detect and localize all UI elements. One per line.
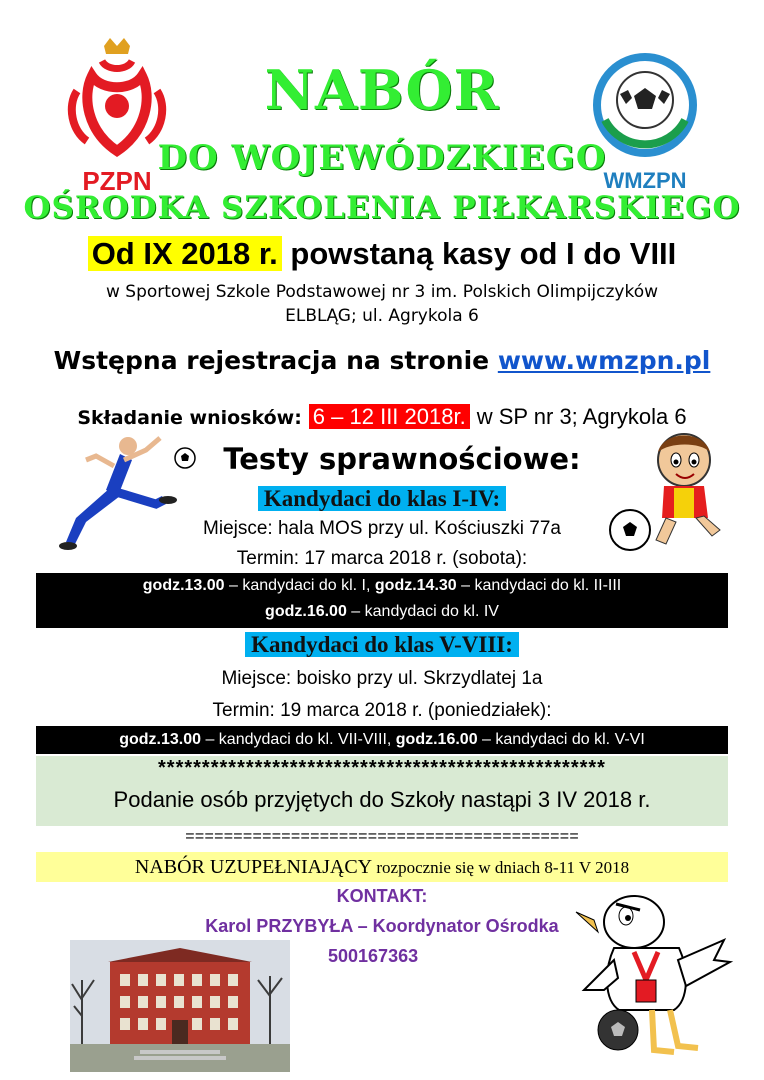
registration-line xyxy=(0,346,764,375)
group1-heading: Kandydaci do klas I-IV: xyxy=(258,486,506,511)
page-subtitle-1: DO WOJEWÓDZKIEGO xyxy=(157,138,607,178)
group1-place: Miejsce: hala MOS przy ul. Kościuszki 77a xyxy=(203,518,561,539)
group1-desc2: – kandydaci do kl. II-III xyxy=(456,577,622,594)
wmzpn-label: WMZPN xyxy=(603,168,687,193)
eagle-mascot-illustration xyxy=(574,890,734,1060)
address-line: ELBLĄG; ul. Agrykola 6 xyxy=(285,306,479,326)
divider: ========================================= xyxy=(185,828,579,846)
school-line: w Sportowej Szkole Podstawowej nr 3 im. Polskich Olimpijczyków xyxy=(105,282,659,302)
group2-heading: Kandydaci do klas V-VIII: xyxy=(245,632,519,657)
applications-place: w SP nr 3; Agrykola 6 xyxy=(476,404,687,429)
contact-phone: 500167363 xyxy=(328,946,419,966)
group2-date: Termin: 19 marca 2018 r. (poniedziałek): xyxy=(212,700,552,721)
group2-schedule xyxy=(36,726,728,754)
group1-schedule xyxy=(36,573,728,628)
contact-heading: KONTAKT: xyxy=(336,886,428,906)
group1-desc3: – kandydaci do kl. IV xyxy=(346,603,499,620)
group2-heading-wrap xyxy=(0,632,764,658)
group2-desc2: – kandydaci do kl. V-VI xyxy=(477,731,645,748)
group1-time1: godz.13.00 xyxy=(142,577,225,594)
group1-time3: godz.16.00 xyxy=(265,603,347,620)
intro-classes: powstaną kasy od I do VIII xyxy=(290,236,677,271)
group2-place: Miejsce: boisko przy ul. Skrzydlatej 1a xyxy=(221,668,543,689)
intro-line xyxy=(0,236,764,272)
group1-desc1: – kandydaci do kl. I, xyxy=(224,577,375,594)
registration-link[interactable]: www.wmzpn.pl xyxy=(497,346,711,375)
page-title: NABÓR xyxy=(264,58,500,122)
contact-person: Karol PRZYBYŁA – Koordynator Ośrodka xyxy=(205,916,559,936)
group2-desc1: – kandydaci do kl. VII-VIII, xyxy=(201,731,396,748)
group1-date: Termin: 17 marca 2018 r. (sobota): xyxy=(236,548,528,569)
group2-time1: godz.13.00 xyxy=(119,731,202,748)
pzpn-label: PZPN xyxy=(82,166,152,196)
supplementary-text: rozpocznie się w dniach 8-11 V 2018 xyxy=(372,858,630,877)
applications-line xyxy=(0,404,764,430)
applications-label: Składanie wniosków: xyxy=(77,407,302,429)
announcement-text: Podanie osób przyjętych do Szkoły nastąpi 3 IV 2018 r. xyxy=(113,787,651,812)
supplementary-box xyxy=(36,852,728,882)
supplementary-label: NABÓR UZUPEŁNIAJĄCY xyxy=(134,856,373,878)
school-building-photo xyxy=(70,940,290,1072)
announcement-stars: *************************************************** xyxy=(158,757,606,779)
page-subtitle-2: OŚRODKA SZKOLENIA PIŁKARSKIEGO xyxy=(23,190,741,226)
registration-text: Wstępna rejestracja na stronie xyxy=(53,346,498,375)
intro-date-highlight: Od IX 2018 r. xyxy=(88,236,282,271)
tests-heading: Testy sprawnościowe: xyxy=(223,442,581,476)
group1-heading-wrap xyxy=(0,486,764,512)
announcement-box xyxy=(36,756,728,826)
group1-schedule-line2 xyxy=(36,599,728,625)
group1-schedule-line1 xyxy=(36,573,728,599)
group2-time2: godz.16.00 xyxy=(395,731,478,748)
applications-dates: 6 – 12 III 2018r. xyxy=(309,404,470,429)
group1-time2: godz.14.30 xyxy=(374,577,457,594)
